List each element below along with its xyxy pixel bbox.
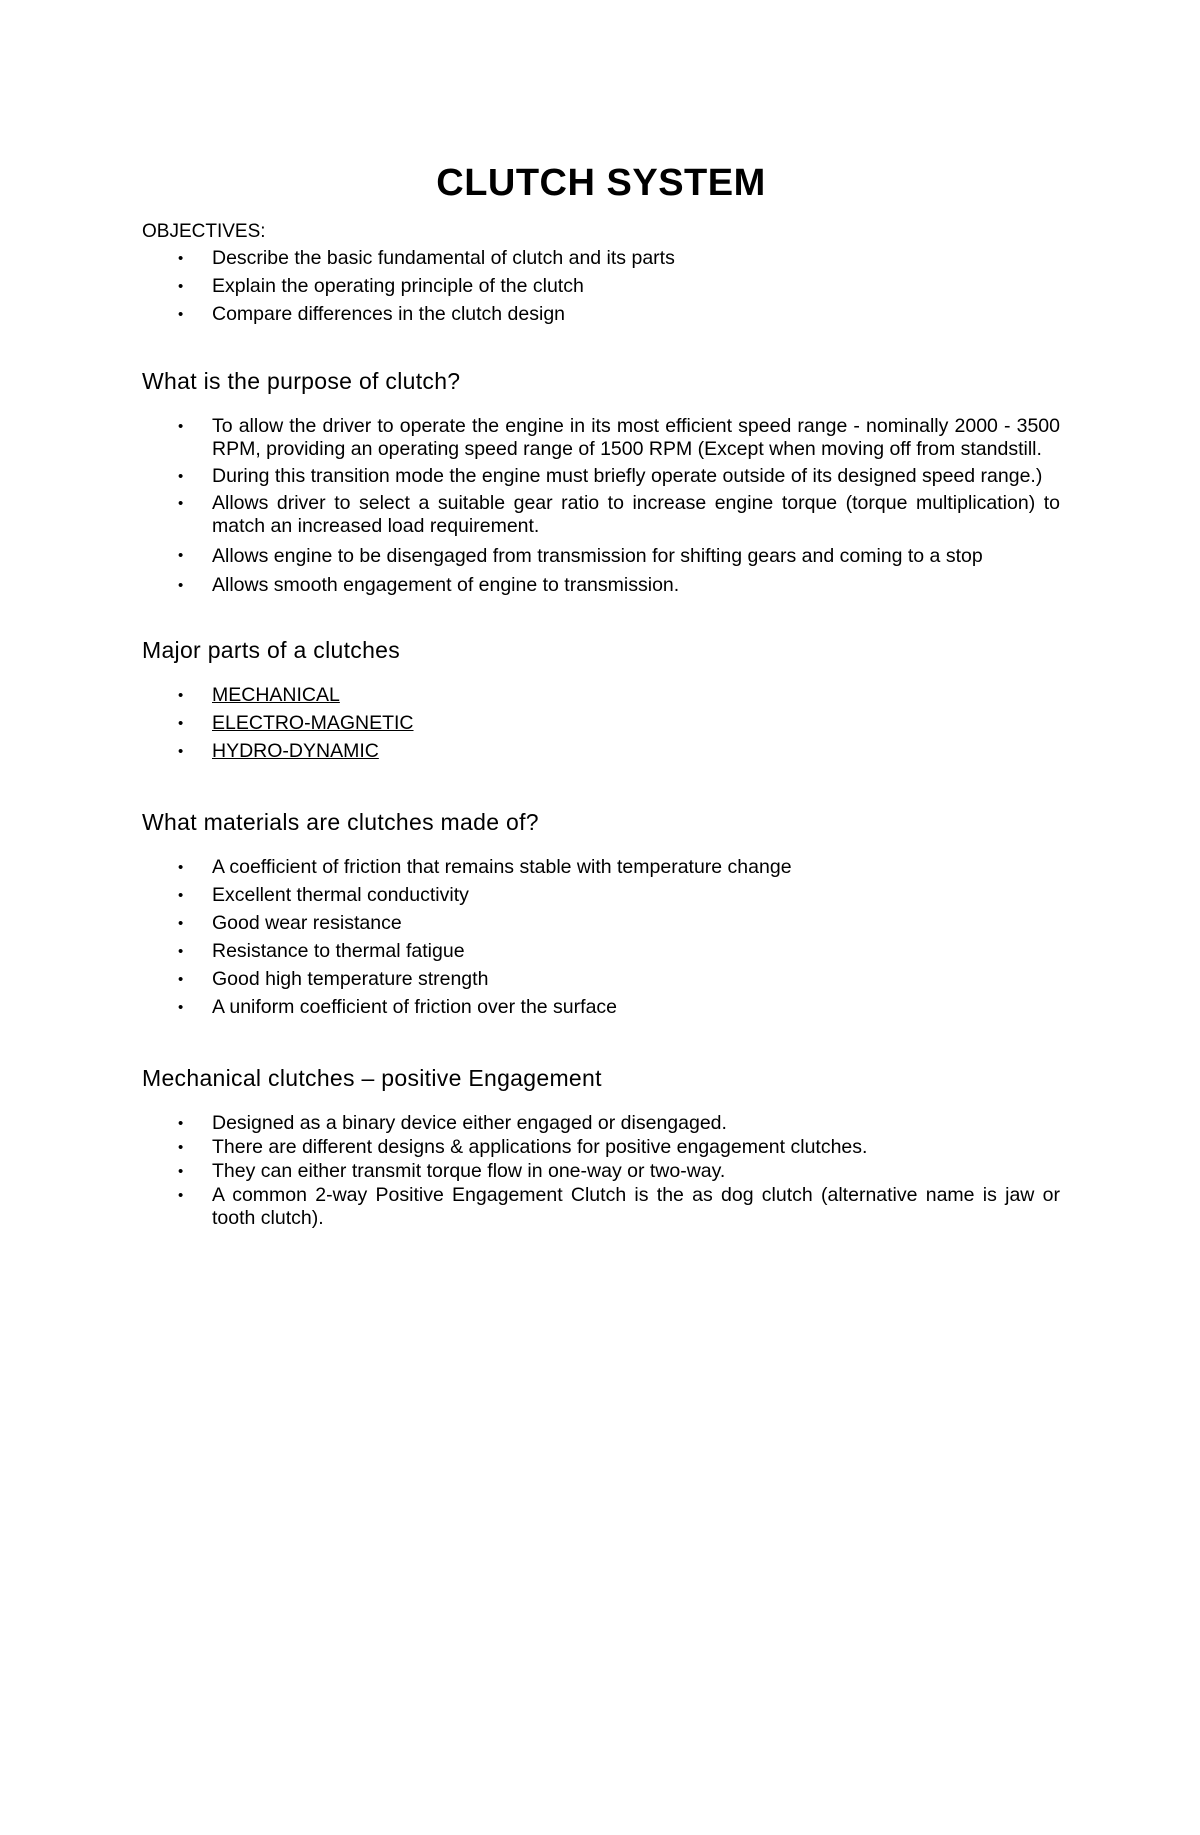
list-item: • To allow the driver to operate the engine in its most efficient speed range - nominally 2000 - 3500 RPM, providing an operating speed range of 1500 RPM (Except when moving off from standstill. — [142, 415, 1060, 461]
list-item: • Good high temperature strength — [142, 968, 1060, 991]
list-item: • A uniform coefficient of friction over the surface — [142, 996, 1060, 1019]
part-mechanical-label: MECHANICAL — [212, 684, 340, 706]
objectives-label: OBJECTIVES: — [142, 221, 266, 242]
list-item — [142, 684, 1060, 707]
part-hydro-dynamic-label: HYDRO-DYNAMIC — [212, 740, 379, 762]
list-item: • A common 2-way Positive Engagement Clutch is the as dog clutch (alternative name is jaw or tooth clutch). — [142, 1184, 1060, 1230]
list-item: • Compare differences in the clutch design — [142, 303, 1060, 326]
section-heading-materials: What materials are clutches made of? — [142, 809, 539, 835]
section-heading-mechanical: Mechanical clutches – positive Engagement — [142, 1065, 602, 1091]
objectives-list — [142, 247, 1060, 326]
list-item: • Resistance to thermal fatigue — [142, 940, 1060, 963]
materials-list — [142, 856, 1060, 1019]
mechanical-list — [142, 1112, 1060, 1230]
purpose-list — [142, 415, 1060, 597]
list-item: • Allows smooth engagement of engine to transmission. — [142, 574, 1060, 597]
list-item: • Allows engine to be disengaged from transmission for shifting gears and coming to a stop — [142, 542, 1060, 570]
list-item: • There are different designs & applications for positive engagement clutches. — [142, 1136, 1060, 1159]
list-item — [142, 740, 1060, 763]
list-item: • A coefficient of friction that remains stable with temperature change — [142, 856, 1060, 879]
list-item: • Designed as a binary device either engaged or disengaged. — [142, 1112, 1060, 1135]
list-item: • During this transition mode the engine must briefly operate outside of its designed speed range.) — [142, 465, 1060, 488]
parts-list — [142, 684, 1060, 763]
list-item: • Good wear resistance — [142, 912, 1060, 935]
list-item: • Excellent thermal conductivity — [142, 884, 1060, 907]
section-heading-parts: Major parts of a clutches — [142, 637, 401, 663]
list-item — [142, 712, 1060, 735]
list-item: • They can either transmit torque flow in one-way or two-way. — [142, 1160, 1060, 1183]
section-heading-purpose: What is the purpose of clutch? — [142, 368, 461, 394]
list-item: • Explain the operating principle of the clutch — [142, 275, 1060, 298]
part-electro-magnetic-label: ELECTRO-MAGNETIC — [212, 712, 414, 734]
page-title: CLUTCH SYSTEM — [436, 162, 766, 204]
list-item: • Describe the basic fundamental of clutch and its parts — [142, 247, 1060, 270]
list-item: • Allows driver to select a suitable gear ratio to increase engine torque (torque multiplication) to match an increased load requirement. — [142, 492, 1060, 538]
